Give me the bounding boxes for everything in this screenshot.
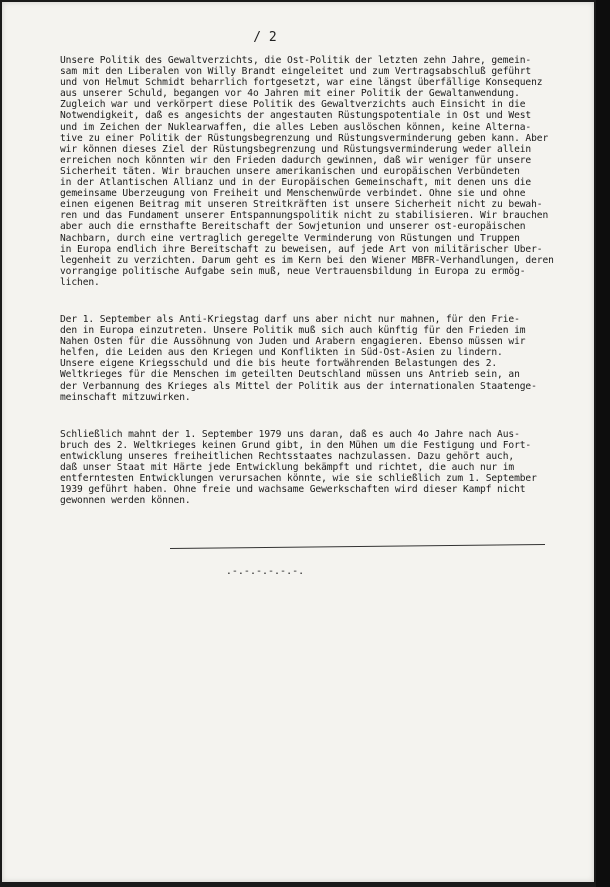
- text-line: daß unser Staat mit Härte jede Entwicklung bekämpft und richtet, die auch nur im: [60, 462, 515, 473]
- text-line: den in Europa einzutreten. Unsere Politik muß sich auch künftig für den Frieden im: [60, 325, 526, 337]
- page-number: / 2: [253, 30, 277, 45]
- text-line: tive zu einer Politik der Rüstungsbegrenzung und Rüstungsverminderung geben kann. Aber: [60, 132, 549, 144]
- text-line: sam mit den Liberalen von Willy Brandt eingeleitet und zum Vertragsabschluß geführt: [60, 66, 532, 78]
- text-line: Nachbarn, durch eine vertraglich geregelte Verminderung von Rüstungen und Truppen: [60, 232, 520, 244]
- text-line: Unsere eigene Kriegsschuld und die bis heute fortwährenden Belastungen des 2.: [60, 358, 498, 370]
- text-line: Weltkrieges für die Menschen im geteilten Deutschland müssen uns Antrieb sein, an: [60, 369, 520, 381]
- paragraph-anti-kriegstag: [60, 314, 572, 403]
- text-line: Notwendigkeit, daß es angesichts der angestauten Rüstungspotentiale in Ost und West: [60, 110, 532, 122]
- text-line: in der Atlantischen Allianz und in der Europäischen Gemeinschaft, mit denen uns die: [60, 177, 532, 189]
- text-line: aus unserer Schuld, begangen vor 4o Jahren mit einer Politik der Gewaltanwendung.: [60, 88, 520, 100]
- text-line: helfen, die Leiden aus den Kriegen und Konflikten in Süd-Ost-Asien zu lindern.: [60, 347, 503, 359]
- text-line: Nahen Osten für die Aussöhnung von Juden und Arabern engagieren. Ebenso müssen wir: [60, 336, 526, 348]
- text-line: und von Helmut Schmidt beharrlich fortgesetzt, war eine längst überfällige Konsequenz: [60, 77, 543, 89]
- text-line: erreichen noch könnten wir den Frieden dadurch gewinnen, daß wir weniger für unsere: [60, 154, 532, 166]
- text-line: meinschaft mitzuwirken.: [60, 391, 191, 403]
- text-line: legenheit zu verzichten. Darum geht es im Kern bei den Wiener MBFR-Verhandlungen, deren: [60, 254, 554, 266]
- text-line: Der 1. September als Anti-Kriegstag darf uns aber nicht nur mahnen, für den Frie-: [60, 313, 520, 325]
- text-line: Unsere Politik des Gewaltverzichts, die Ost-Politik der letzten zehn Jahre, gemein-: [60, 55, 532, 66]
- document-body: [60, 55, 572, 532]
- text-line: ren und das Fundament unserer Entspannungspolitik nicht zu stabilisieren. Wir brauchen: [60, 210, 549, 222]
- text-line: aber auch die ernsthafte Bereitschaft der Sowjetunion und unserer ost-europäischen: [60, 221, 526, 233]
- text-line: Sicherheit täten. Wir brauchen unsere amerikanischen und europäischen Verbündeten: [60, 165, 520, 177]
- text-line: gemeinsame Überzeugung von Freiheit und Menschenwürde verbindet. Ohne sie und ohne: [60, 188, 526, 200]
- text-line: entferntesten Entwicklungen verursachen könnte, wie sie schließlich zum 1. September: [60, 473, 537, 485]
- text-line: entwicklung unseres freiheitlichen Rechtsstaates nachzulassen. Dazu gehört auch,: [60, 450, 515, 462]
- text-line: vorrangige politische Aufgabe sein muß, neue Vertrauensbildung in Europa zu ermög-: [60, 265, 526, 277]
- text-line: gewonnen werden können.: [60, 495, 191, 507]
- text-line: einen eigenen Beitrag mit unseren Streitkräften ist unsere Sicherheit nicht zu bewah-: [60, 199, 543, 211]
- text-line: bruch des 2. Weltkrieges keinen Grund gibt, in den Mühen um die Festigung und Fort-: [60, 439, 532, 451]
- end-separator: .-.-.-.-.-.-.: [225, 566, 305, 577]
- scan-dark-edge: [596, 0, 610, 887]
- text-line: und im Zeichen der Nuklearwaffen, die alles Leben auslöschen können, keine Alterna-: [60, 121, 532, 133]
- text-line: Zugleich war und verkörpert diese Politik des Gewaltverzichts auch Einsicht in die: [60, 99, 526, 111]
- paragraph-gewaltverzicht: [60, 55, 572, 288]
- text-line: in Europa endlich ihre Bereitschaft zu beweisen, auf jede Art von militärischer Über-: [60, 243, 543, 255]
- text-line: wir können dieses Ziel der Rüstungsbegrenzung und Rüstungsverminderung weder allein: [60, 143, 532, 155]
- text-line: der Verbannung des Krieges als Mittel der Politik aus der internationalen Staatenge-: [60, 380, 537, 392]
- paragraph-rechtsstaat: [60, 429, 572, 507]
- text-line: Schließlich mahnt der 1. September 1979 uns daran, daß es auch 4o Jahre nach Aus-: [60, 428, 520, 440]
- text-line: 1939 geführt haben. Ohne freie und wachsame Gewerkschaften wird dieser Kampf nicht: [60, 484, 526, 496]
- text-line: lichen.: [60, 276, 100, 288]
